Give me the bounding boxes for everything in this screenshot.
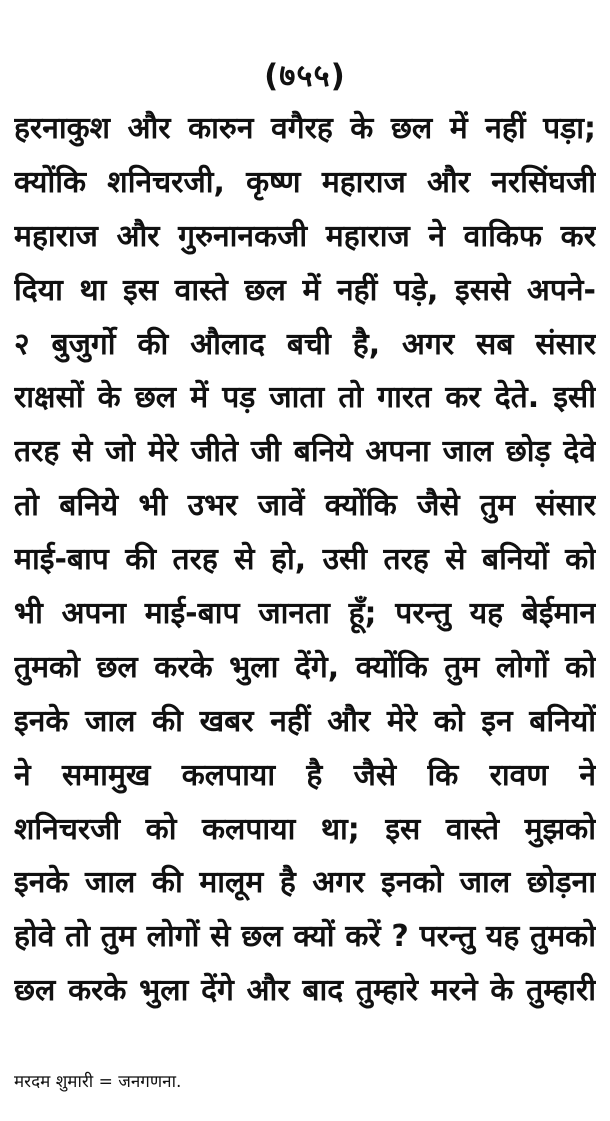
text-line: राक्षसों के छल में पड़ जाता तो गारत कर देते. इसी xyxy=(14,380,596,416)
footnote: मरदम शुमारी = जनगणना. xyxy=(14,1072,182,1092)
text-line: दिया था इस वास्ते छल में नहीं पड़े, इससे अपने- xyxy=(14,272,596,308)
text-line: इनके जाल की खबर नहीं और मेरे को इन बनियों xyxy=(14,703,596,739)
text-line: हरनाकुश और कारुन वगैरह के छल में नहीं पड़ा; xyxy=(14,111,596,146)
text-line: होवे तो तुम लोगों से छल क्यों करें ? परन्तु यह तुमको xyxy=(14,919,596,955)
text-line: २ बुजुर्गो की औलाद बची है, अगर सब संसार xyxy=(14,326,596,362)
text-line: शनिचरजी को कलपाया था; इस वास्ते मुझको xyxy=(14,811,596,847)
text-line: ने समामुख कलपाया है जैसे कि रावण ने xyxy=(14,757,596,793)
text-line: इनके जाल की मालूम है अगर इनको जाल छोड़ना xyxy=(14,865,596,901)
text-line: महाराज और गुरुनानकजी महाराज ने वाकिफ कर xyxy=(14,218,596,254)
text-line: क्योंकि शनिचरजी, कृष्ण महाराज और नरसिंघजी xyxy=(14,164,596,200)
text-line: छल करके भुला देंगे और बाद तुम्हारे मरने के तुम्हारी xyxy=(14,973,596,1009)
text-line: भी अपना माई-बाप जानता हूँ; परन्तु यह बेईमान xyxy=(14,596,596,632)
text-line: तो बनिये भी उभर जावें क्योंकि जैसे तुम संसार xyxy=(14,488,596,524)
text-line: तरह से जो मेरे जीते जी बनिये अपना जाल छोड़ देवे xyxy=(14,434,596,470)
body-text xyxy=(14,102,596,1018)
page-number: (७५५) xyxy=(264,58,346,94)
text-line: माई-बाप की तरह से हो, उसी तरह से बनियों को xyxy=(14,542,596,578)
text-line: तुमको छल करके भुला देंगे, क्योंकि तुम लोगों को xyxy=(14,649,596,685)
